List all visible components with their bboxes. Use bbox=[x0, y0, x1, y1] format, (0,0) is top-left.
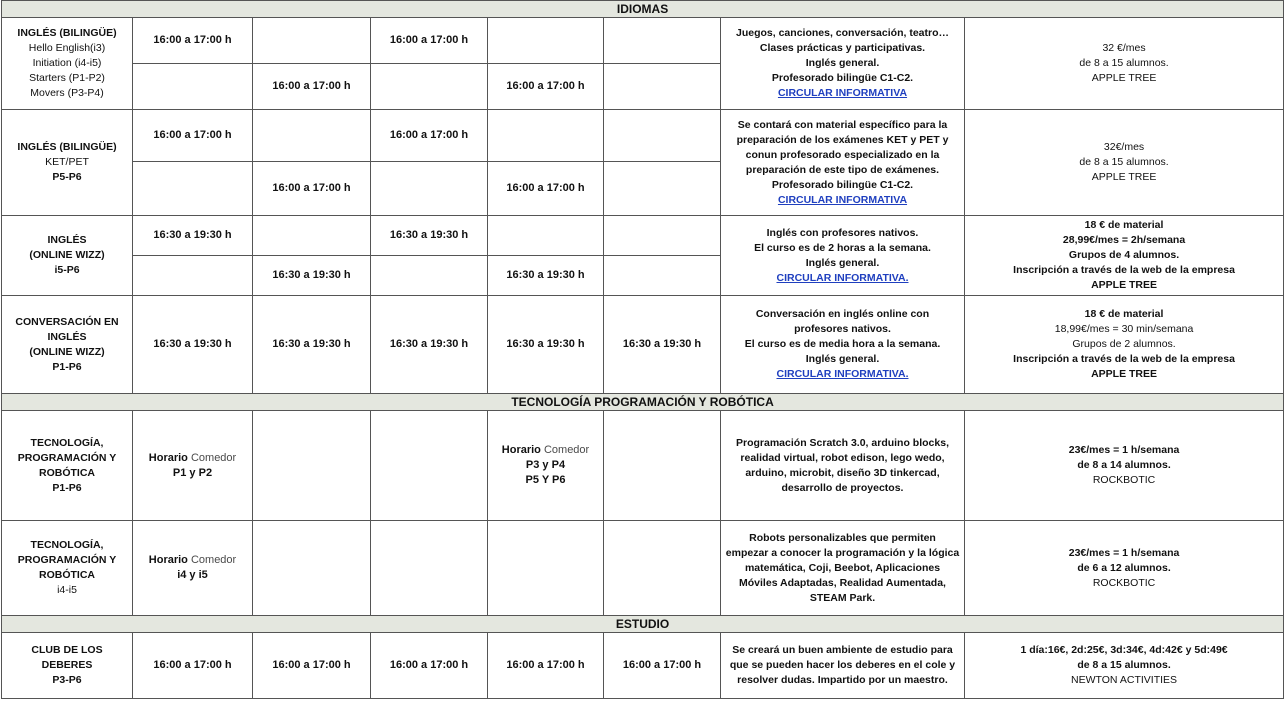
time-cell: 16:30 a 19:30 h bbox=[133, 296, 253, 394]
table-row bbox=[2, 633, 1284, 699]
time-cell bbox=[604, 18, 721, 64]
time-cell: 16:00 a 17:00 h bbox=[604, 633, 721, 699]
time-cell bbox=[488, 521, 604, 616]
circular-link[interactable]: CIRCULAR INFORMATIVA. bbox=[776, 368, 909, 380]
activity-price: 32€/mes de 8 a 15 alumnos. APPLE TREE bbox=[965, 110, 1284, 216]
circular-link[interactable]: CIRCULAR INFORMATIVA bbox=[777, 193, 908, 206]
time-cell: 16:00 a 17:00 h bbox=[133, 18, 253, 64]
activity-price: 18 € de material 28,99€/mes = 2h/semana Grupos de 4 alumnos. Inscripción a través de la web de la empresa APPLE TREE bbox=[965, 216, 1284, 296]
activity-name: INGLÉS (BILINGÜE) Hello English(i3) Initiation (i4-i5) Starters (P1-P2) Movers (P3-P4) bbox=[2, 18, 133, 110]
time-cell bbox=[604, 64, 721, 110]
time-cell bbox=[604, 411, 721, 521]
table-row bbox=[2, 296, 1284, 394]
section-tecnologia bbox=[2, 394, 1284, 411]
table-row bbox=[2, 216, 1284, 256]
table-row bbox=[2, 110, 1284, 162]
time-cell bbox=[604, 521, 721, 616]
activity-price: 23€/mes = 1 h/semana de 6 a 12 alumnos. ROCKBOTIC bbox=[965, 521, 1284, 616]
section-estudio bbox=[2, 616, 1284, 633]
schedule-comedor-cell: Horario Comedor P3 y P4 P5 Y P6 bbox=[488, 411, 604, 521]
time-cell: 16:30 a 19:30 h bbox=[488, 256, 604, 296]
time-cell: 16:30 a 19:30 h bbox=[371, 216, 488, 256]
table-row bbox=[2, 411, 1284, 521]
activity-description: Juegos, canciones, conversación, teatro… Clases prácticas y participativas. Inglés general. Profesorado bilingüe C1-C2. CIRCULAR INFORMATIVA bbox=[721, 18, 965, 110]
activity-price: 32 €/mes de 8 a 15 alumnos. APPLE TREE bbox=[965, 18, 1284, 110]
time-cell bbox=[253, 216, 371, 256]
time-cell bbox=[604, 216, 721, 256]
table-row bbox=[2, 18, 1284, 64]
time-cell bbox=[133, 256, 253, 296]
activity-name: TECNOLOGÍA, PROGRAMACIÓN Y ROBÓTICA P1-P6 bbox=[2, 411, 133, 521]
section-title: IDIOMAS bbox=[2, 1, 1284, 18]
time-cell bbox=[253, 521, 371, 616]
time-cell bbox=[488, 216, 604, 256]
time-cell: 16:00 a 17:00 h bbox=[253, 633, 371, 699]
activity-description: Programación Scratch 3.0, arduino blocks, realidad virtual, robot edison, lego wedo, arduino, microbit, diseño 3D tinkercad, desarrollo de proyectos. bbox=[721, 411, 965, 521]
section-title: ESTUDIO bbox=[2, 616, 1284, 633]
time-cell: 16:00 a 17:00 h bbox=[133, 110, 253, 162]
section-title: TECNOLOGÍA PROGRAMACIÓN Y ROBÓTICA bbox=[2, 394, 1284, 411]
activity-name: INGLÉS (ONLINE WIZZ) i5-P6 bbox=[2, 216, 133, 296]
time-cell: 16:30 a 19:30 h bbox=[604, 296, 721, 394]
time-cell: 16:00 a 17:00 h bbox=[488, 162, 604, 216]
activity-description: Se creará un buen ambiente de estudio para que se pueden hacer los deberes en el cole y resolver dudas. Impartido por un maestro. bbox=[721, 633, 965, 699]
time-cell bbox=[133, 64, 253, 110]
time-cell: 16:00 a 17:00 h bbox=[253, 64, 371, 110]
time-cell bbox=[371, 162, 488, 216]
schedule-comedor-cell: Horario Comedor P1 y P2 bbox=[133, 411, 253, 521]
activity-name: CLUB DE LOS DEBERES P3-P6 bbox=[2, 633, 133, 699]
time-cell bbox=[371, 411, 488, 521]
time-cell bbox=[488, 110, 604, 162]
activity-price: 18 € de material 18,99€/mes = 30 min/semana Grupos de 2 alumnos. Inscripción a través de la web de la empresa APPLE TREE bbox=[965, 296, 1284, 394]
time-cell: 16:30 a 19:30 h bbox=[133, 216, 253, 256]
schedule-comedor-cell: Horario Comedor i4 y i5 bbox=[133, 521, 253, 616]
circular-link[interactable]: CIRCULAR INFORMATIVA bbox=[777, 87, 908, 99]
activity-name: TECNOLOGÍA, PROGRAMACIÓN Y ROBÓTICA i4-i5 bbox=[2, 521, 133, 616]
activity-description: Inglés con profesores nativos. El curso es de 2 horas a la semana. Inglés general. CIRCULAR INFORMATIVA. bbox=[721, 216, 965, 296]
activities-table bbox=[1, 0, 1284, 699]
activity-description: Robots personalizables que permiten empezar a conocer la programación y la lógica matemática, Coji, Beebot, Aplicaciones Móviles Adaptadas, Realidad Aumentada, STEAM Park. bbox=[721, 521, 965, 616]
time-cell: 16:30 a 19:30 h bbox=[253, 256, 371, 296]
time-cell bbox=[604, 162, 721, 216]
time-cell bbox=[371, 521, 488, 616]
activity-description: Conversación en inglés online con profesores nativos. El curso es de media hora a la semana. Inglés general. CIRCULAR INFORMATIVA. bbox=[721, 296, 965, 394]
activity-price: 1 día:16€, 2d:25€, 3d:34€, 4d:42€ y 5d:49€ de 8 a 15 alumnos. NEWTON ACTIVITIES bbox=[965, 633, 1284, 699]
time-cell: 16:00 a 17:00 h bbox=[371, 633, 488, 699]
activity-description: Se contará con material específico para la preparación de los exámenes KET y PET y conun profesorado especializado en la preparación de este tipo de exámenes. Profesorado bilingüe C1-C2. CIRCULAR INFORMATIVA bbox=[721, 110, 965, 216]
time-cell bbox=[371, 64, 488, 110]
time-cell: 16:00 a 17:00 h bbox=[253, 162, 371, 216]
circular-link[interactable]: CIRCULAR INFORMATIVA. bbox=[776, 271, 909, 284]
time-cell: 16:30 a 19:30 h bbox=[253, 296, 371, 394]
table-row bbox=[2, 521, 1284, 616]
time-cell: 16:00 a 17:00 h bbox=[133, 633, 253, 699]
time-cell bbox=[133, 162, 253, 216]
time-cell: 16:00 a 17:00 h bbox=[371, 110, 488, 162]
time-cell bbox=[604, 110, 721, 162]
time-cell bbox=[253, 110, 371, 162]
time-cell bbox=[253, 18, 371, 64]
section-idiomas bbox=[2, 1, 1284, 18]
activity-name: INGLÉS (BILINGÜE) KET/PET P5-P6 bbox=[2, 110, 133, 216]
time-cell bbox=[371, 256, 488, 296]
activity-price: 23€/mes = 1 h/semana de 8 a 14 alumnos. ROCKBOTIC bbox=[965, 411, 1284, 521]
time-cell bbox=[604, 256, 721, 296]
time-cell bbox=[253, 411, 371, 521]
activity-name: CONVERSACIÓN EN INGLÉS (ONLINE WIZZ) P1-P6 bbox=[2, 296, 133, 394]
time-cell: 16:30 a 19:30 h bbox=[371, 296, 488, 394]
time-cell: 16:00 a 17:00 h bbox=[488, 64, 604, 110]
time-cell: 16:30 a 19:30 h bbox=[488, 296, 604, 394]
time-cell bbox=[488, 18, 604, 64]
time-cell: 16:00 a 17:00 h bbox=[488, 633, 604, 699]
time-cell: 16:00 a 17:00 h bbox=[371, 18, 488, 64]
